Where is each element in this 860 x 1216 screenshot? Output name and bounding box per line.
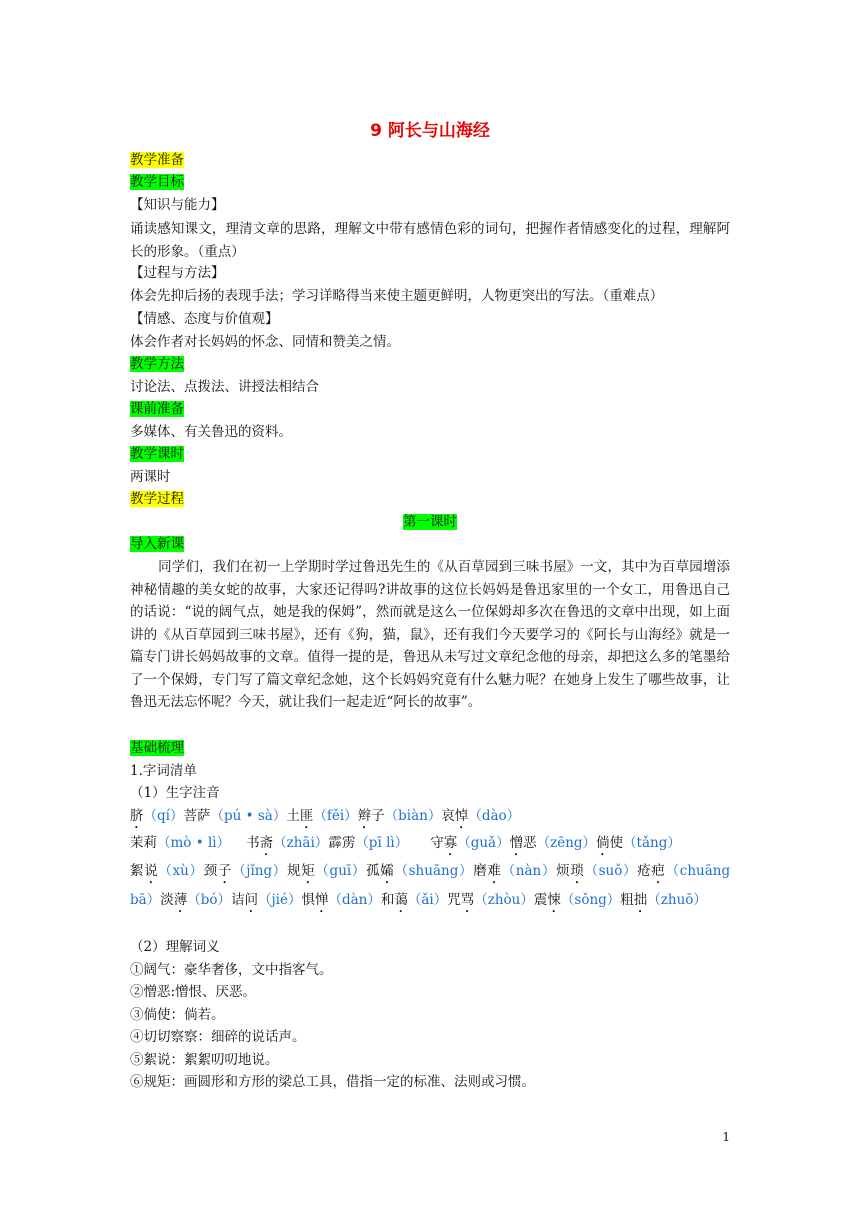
heading-teaching-process: 教学过程 bbox=[130, 491, 184, 507]
heading-teaching-prep: 教学准备 bbox=[130, 152, 184, 168]
vocab-char: 拙 bbox=[633, 892, 648, 908]
vocab-word: 霹雳 bbox=[328, 835, 356, 851]
vocab-word: 憎恶 bbox=[509, 835, 537, 851]
vocab-char: 颈 bbox=[203, 863, 218, 879]
definition-4: ④切切察察：细碎的说话声。 bbox=[130, 1029, 306, 1045]
vocab-char: 疤 bbox=[651, 863, 666, 879]
vocab-pinyin: （guǎ） bbox=[457, 835, 510, 851]
heading-class-hours: 教学课时 bbox=[130, 446, 184, 462]
vocab-char: 子 bbox=[217, 863, 233, 879]
vocab-pinyin: （mò • lì） bbox=[157, 835, 231, 851]
vocab-char: 琐 bbox=[570, 863, 585, 879]
vocab-pinyin: （jié） bbox=[257, 892, 302, 908]
vocab-pinyin: （chuāng bā） bbox=[130, 863, 731, 908]
vocab-char: 惮 bbox=[314, 892, 329, 908]
item-word-meaning: （2）理解词义 bbox=[130, 939, 220, 955]
vocab-word: 脐 bbox=[130, 808, 144, 824]
vocab-pinyin: （shuāng） bbox=[394, 863, 474, 879]
pre-class-text: 多媒体、有关鲁迅的资料。 bbox=[130, 424, 292, 440]
definition-2: ②憎恶:憎恨、厌恶。 bbox=[130, 984, 257, 1000]
vocab-char: 问 bbox=[244, 892, 258, 908]
heading-pre-class: 课前准备 bbox=[130, 401, 184, 417]
definition-6: ⑥规矩：画圆形和方形的梁总工具，借指一定的标准、法则或习惯。 bbox=[130, 1074, 535, 1090]
subheading-process: 【过程与方法】 bbox=[130, 265, 225, 281]
vocab-char: 蔼 bbox=[394, 892, 408, 908]
vocab-word: 茉莉 bbox=[130, 835, 157, 851]
vocab-char: 孀 bbox=[380, 863, 395, 879]
process-text: 体会先抑后扬的表现手法；学习详略得当来使主题更鲜明，人物更突出的写法。（重难点） bbox=[130, 288, 664, 304]
vocab-char: 疮 bbox=[637, 863, 652, 879]
vocab-char: 说 bbox=[144, 863, 159, 879]
item-word-list: 1.字词清单 bbox=[130, 763, 197, 779]
vocab-pinyin: （xù） bbox=[158, 863, 204, 879]
vocab-char: 骂 bbox=[460, 892, 475, 908]
vocab-pinyin: （qí） bbox=[143, 808, 184, 824]
vocab-pinyin: （pú • sà） bbox=[210, 808, 287, 824]
vocab-pinyin: （bó） bbox=[187, 892, 231, 908]
vocab-char: 絮 bbox=[130, 863, 145, 879]
vocab-pinyin: （zhòu） bbox=[474, 892, 534, 908]
vocab-char: 和 bbox=[380, 892, 395, 908]
vocab-char: 诘 bbox=[230, 892, 245, 908]
vocab-pinyin: （biàn） bbox=[384, 808, 442, 824]
vocab-pinyin: （dào） bbox=[468, 808, 521, 824]
vocab-char: 烦 bbox=[556, 863, 571, 879]
pinyin-row-2 bbox=[130, 833, 681, 859]
definition-5: ⑤絮说：絮絮叨叨地说。 bbox=[130, 1052, 279, 1068]
page-number: 1 bbox=[722, 1130, 730, 1144]
vocab-char: 淡 bbox=[160, 892, 174, 908]
pinyin-block bbox=[130, 858, 730, 916]
vocab-pinyin: （suǒ） bbox=[584, 863, 638, 879]
vocab-char: 悚 bbox=[547, 892, 561, 908]
vocab-pinyin: （fěi） bbox=[313, 808, 358, 824]
vocab-pinyin: （jǐng） bbox=[232, 863, 287, 879]
heading-teaching-method: 教学方法 bbox=[130, 356, 184, 372]
vocab-pinyin: （ǎi） bbox=[407, 892, 448, 908]
subheading-knowledge: 【知识与能力】 bbox=[130, 197, 225, 213]
heading-lesson-one: 第一课时 bbox=[403, 514, 457, 530]
vocab-char: 难 bbox=[487, 863, 502, 879]
vocab-pinyin: （dàn） bbox=[328, 892, 381, 908]
vocab-pinyin: （zēng） bbox=[536, 835, 597, 851]
item-pronunciation: （1）生字注音 bbox=[130, 785, 220, 801]
vocab-char: 粗 bbox=[620, 892, 634, 908]
subheading-emotion: 【情感、态度与价值观】 bbox=[130, 311, 279, 327]
class-hours-text: 两课时 bbox=[130, 469, 171, 485]
knowledge-text: 诵读感知课文，理清文章的思路，理解文中带有感情色彩的词句，把握作者情感变化的过程，理解阿长的形象。（重点） bbox=[130, 221, 730, 260]
vocab-char: 咒 bbox=[447, 892, 461, 908]
vocab-pinyin: （sǒng） bbox=[560, 892, 621, 908]
vocab-word: 辫子 bbox=[357, 808, 385, 824]
vocab-pinyin: （zhāi） bbox=[273, 835, 329, 851]
vocab-word: 土匪 bbox=[286, 808, 314, 824]
vocab-char: 薄 bbox=[173, 892, 188, 908]
vocab-word: 菩萨 bbox=[183, 808, 211, 824]
vocab-char: 孤 bbox=[366, 863, 381, 879]
heading-basics: 基础梳理 bbox=[130, 740, 184, 756]
vocab-pinyin: （nàn） bbox=[501, 863, 557, 879]
emotion-text: 体会作者对长妈妈的怀念、同情和赞美之情。 bbox=[130, 334, 400, 350]
vocab-word: 哀悼 bbox=[441, 808, 469, 824]
heading-teaching-goals: 教学目标 bbox=[130, 174, 184, 190]
heading-introduction: 导入新课 bbox=[130, 536, 184, 552]
definition-1: ①阔气：豪华奢侈，文中指客气。 bbox=[130, 962, 333, 978]
lesson-title: 9 阿长与山海经 bbox=[370, 121, 490, 141]
introduction-paragraph: 同学们，我们在初一上学期时学过鲁迅先生的《从百草园到三味书屋》一文，其中为百草园增添神秘情趣的美女蛇的故事，大家还记得吗?讲故事的这位长妈妈是鲁迅家里的一个女工，用鲁迅自己的话说：“说的阔气点，她是我的保姆”，然而就是这么一位保姆却多次在鲁迅的文章中出现，如上面讲的《从百草园到三味书屋》，还有《狗，猫，鼠》，还有我们今天要学习的《阿长与山海经》就是一篇专门讲长妈妈故事的文章。值得一提的是，鲁迅从未写过文章纪念他的母亲，却把这么多的笔墨给了一个保姆，专门写了篇文章纪念她，这个长妈妈究竟有什么魅力呢？在她身上发生了哪些故事，让鲁迅无法忘怀呢？今天，就让我们一起走近“阿长的故事”。 bbox=[130, 559, 730, 710]
vocab-char: 震 bbox=[533, 892, 548, 908]
definition-3: ③倘使：倘若。 bbox=[130, 1007, 225, 1023]
vocab-word: 守寡 bbox=[430, 835, 458, 851]
vocab-pinyin: （guī） bbox=[315, 863, 367, 879]
vocab-pinyin: （tǎng） bbox=[623, 835, 681, 851]
vocab-pinyin: （zhuō） bbox=[647, 892, 707, 908]
vocab-pinyin: （pī lì） bbox=[355, 835, 409, 851]
vocab-char: 惧 bbox=[301, 892, 315, 908]
vocab-word: 倘使 bbox=[596, 835, 624, 851]
vocab-char: 规 bbox=[287, 863, 302, 879]
vocab-char: 磨 bbox=[473, 863, 488, 879]
method-text: 讨论法、点拨法、讲授法相结合 bbox=[130, 379, 319, 395]
vocab-word: 书斋 bbox=[246, 835, 274, 851]
vocab-char: 矩 bbox=[301, 863, 316, 879]
pinyin-row-1 bbox=[130, 806, 520, 832]
